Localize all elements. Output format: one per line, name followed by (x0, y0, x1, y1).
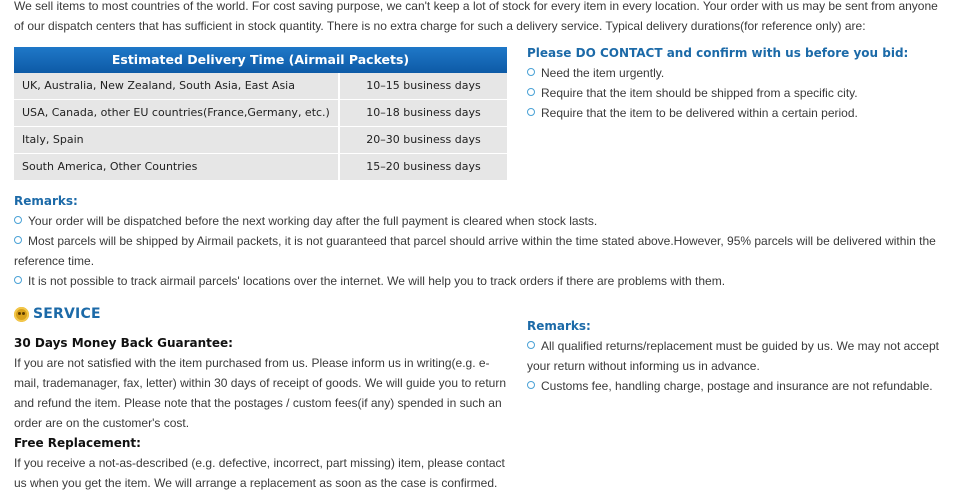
list-item-text: It is not possible to track airmail parcels' locations over the internet. We will help you to track orders if there are problems with them. (28, 274, 726, 288)
service-title (14, 306, 101, 322)
list-item (527, 63, 947, 83)
list-item (527, 336, 947, 376)
time-cell: 15–20 business days (340, 154, 507, 181)
smiley-icon (14, 307, 29, 322)
bullet-icon (14, 276, 22, 284)
service-section (14, 333, 508, 493)
delivery-time-table (14, 47, 507, 181)
region-cell: USA, Canada, other EU countries(France,Germany, etc.) (14, 100, 340, 127)
contact-section (527, 43, 947, 123)
list-item (14, 211, 950, 231)
remarks-section (14, 191, 950, 291)
region-cell: South America, Other Countries (14, 154, 340, 181)
list-item-text: Most parcels will be shipped by Airmail packets, it is not guaranteed that parcel should arrive within the time stated above.However, 95% parcels will be delivered within the reference time. (14, 234, 936, 268)
remarks-heading: Remarks: (527, 319, 591, 333)
list-item (527, 103, 947, 123)
time-cell: 20–30 business days (340, 127, 507, 154)
replacement-heading: Free Replacement: (14, 436, 141, 450)
region-cell: UK, Australia, New Zealand, South Asia, East Asia (14, 73, 340, 100)
list-item-text: Customs fee, handling charge, postage and insurance are not refundable. (541, 379, 933, 393)
table-header: Estimated Delivery Time (Airmail Packets) (14, 47, 507, 73)
table-row (14, 127, 507, 154)
remarks-heading: Remarks: (14, 194, 78, 208)
list-item-text: Your order will be dispatched before the next working day after the full payment is cleared when stock lasts. (28, 214, 598, 228)
list-item (527, 83, 947, 103)
bullet-icon (14, 216, 22, 224)
list-item-text: All qualified returns/replacement must be guided by us. We may not accept your return without informing us in advance. (527, 339, 939, 373)
list-item-text: Require that the item should be shipped from a specific city. (541, 86, 858, 100)
list-item (14, 231, 950, 271)
intro-paragraph: We sell items to most countries of the world. For cost saving purpose, we can't keep a lot of stock for every item in every location. Your order with us may be sent from anyone of our dispatch centers that has sufficient in stock quantity. There is no extra charge for such a delivery service. Typical delivery durations(for reference only) are: (14, 0, 938, 33)
replacement-text: If you receive a not-as-described (e.g. defective, incorrect, part missing) item, please contact us when you get the item. We will arrange a replacement as soon as the case is confirmed. (14, 456, 505, 490)
money-back-text: If you are not satisfied with the item purchased from us. Please inform us in writing(e.g. e-mail, trademanager, fax, letter) within 30 days of receipt of goods. We will guide you to return and refund the item. Please note that the postages / custom fees(if any) spended in such an order are on the customer's cost. (14, 356, 507, 430)
bullet-icon (527, 341, 535, 349)
bullet-icon (527, 88, 535, 96)
time-cell: 10–18 business days (340, 100, 507, 127)
list-item-text: Need the item urgently. (541, 66, 665, 80)
table-row (14, 73, 507, 100)
service-remarks-section (527, 316, 947, 396)
table-row (14, 154, 507, 181)
contact-heading: Please DO CONTACT and confirm with us before you bid: (527, 46, 909, 60)
list-item (527, 376, 947, 396)
bullet-icon (527, 381, 535, 389)
list-item (14, 271, 950, 291)
time-cell: 10–15 business days (340, 73, 507, 100)
money-back-heading: 30 Days Money Back Guarantee: (14, 336, 233, 350)
bullet-icon (14, 236, 22, 244)
bullet-icon (527, 68, 535, 76)
bullet-icon (527, 108, 535, 116)
region-cell: Italy, Spain (14, 127, 340, 154)
service-title-label: SERVICE (33, 306, 101, 322)
table-row (14, 100, 507, 127)
list-item-text: Require that the item to be delivered within a certain period. (541, 106, 858, 120)
